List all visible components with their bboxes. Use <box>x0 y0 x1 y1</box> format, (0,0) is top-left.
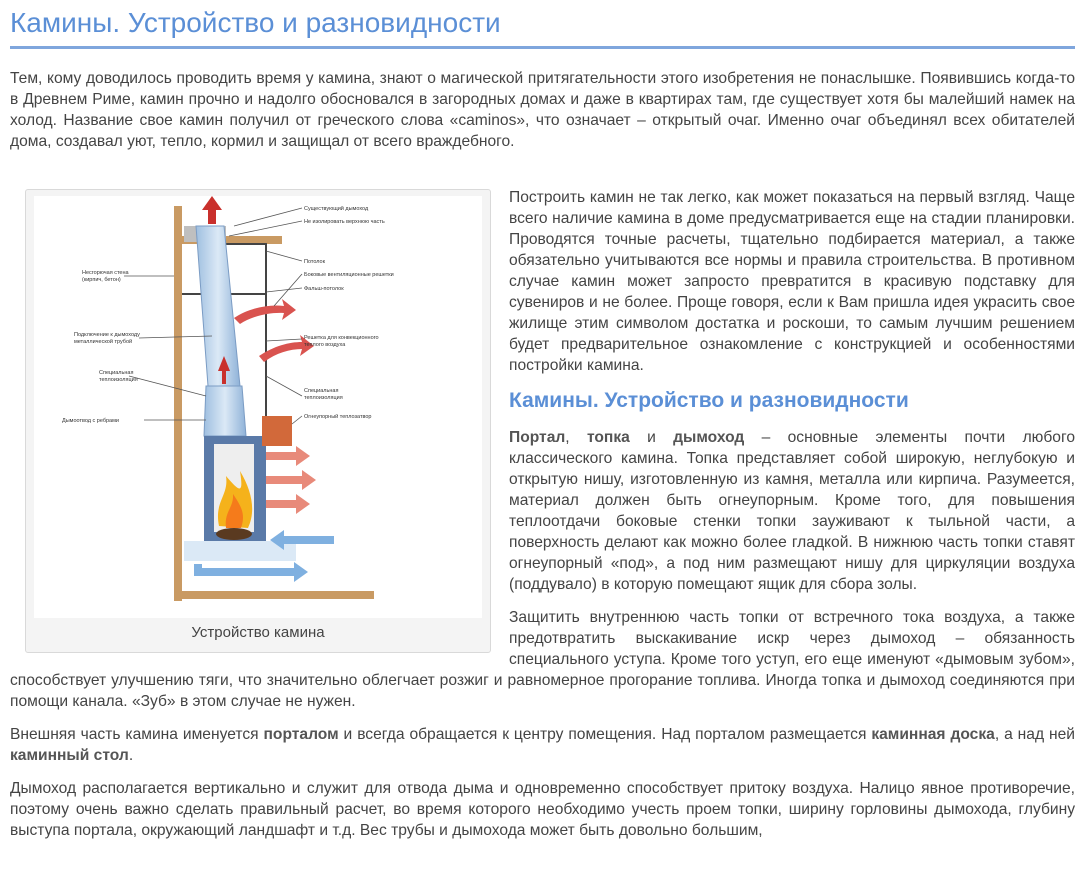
label-ceiling: Потолок <box>304 259 326 265</box>
heat-shield <box>262 416 292 446</box>
label-metal-pipe-2: металлической трубой <box>74 339 133 345</box>
term-portal: Портал <box>509 429 566 446</box>
section-subtitle: Камины. Устройство и разновидности <box>509 389 909 412</box>
paragraph-elements: Портал, топка и дымоход – основные элементы почти любого классического камина. Топка представляет собой широкую, неглубокую и открытую нишу, изготовленную из камня, металла или кирпича. Разумеется, материал должен быть огнеупорным. Кроме того, для повышения теплоотдачи боковые стенки топки зауживают к тыльной части, а поверхность делают как можно более гладкой. В нижнюю часть топки ставят огнеупорный «под», а под ним размещают нишу для циркуляции воздуха (поддувало) в которую помещают ящик для сбора золы. <box>509 429 1075 593</box>
label-side-grilles: Боковые вентиляционные решетки <box>304 272 394 278</box>
term-mantel-board: каминная доска <box>871 726 995 743</box>
paragraph-planning: Построить камин не так легко, как может показаться на первый взгляд. Чаще всего наличие камина в доме предусматривается еще на стадии планировки. Проводятся точные расчеты, тщательно подбирается материал, а также обязательно учитываются все нормы и правила строительства. В противном случае камин может запросто превратится в красивую подставку для сувениров и не более. Проще говоря, если к Вам пришла идея украсить свое жилище этим символом достатка и роскоши, то самым лучшим решением будет предварительное ознакомление с конструкцией и особенностями постройки камина. <box>509 189 1075 374</box>
chimney-pipe <box>196 226 240 386</box>
intro-paragraph: Тем, кому доводилось проводить время у камина, знают о магической притягательности этого изобретения не понаслышке. Появившись когда-то в Древнем Риме, камин прочно и надолго обосновался в загородных домах и даже в квартирах там, где существует хотя бы малейший намек на холод. Название свое камин получил от греческого слова «caminos», что означает – открытый очаг. Именно очаг объединял всех обитателей дома, создавал уют, тепло, кормил и защищал от всего враждебного. <box>10 70 1075 150</box>
heat-arrow-2 <box>266 470 316 490</box>
term-firebox: топка <box>586 429 630 446</box>
label-convection-grille-2: теплого воздуха <box>304 342 346 348</box>
paragraph-portal: Внешняя часть камина именуется порталом и всегда обращается к центру помещения. Над порталом размещается каминная доска, а над ней каминный стол. <box>10 726 1075 764</box>
label-fire-damper: Огнеупорный теплозатвор <box>304 414 372 420</box>
wall-left <box>174 206 182 601</box>
fireplace-figure <box>25 189 491 653</box>
smoke-collector <box>204 386 246 436</box>
title-divider <box>10 46 1075 49</box>
label-existing-chimney: Существующий дымоход <box>304 206 369 212</box>
label-insulation-right-2: теплоизоляция <box>304 395 343 401</box>
label-convection-grille: Решетка для конвекционного <box>304 335 379 341</box>
heat-arrow-3 <box>266 494 310 514</box>
label-fireproof-wall-2: (кирпич, бетон) <box>82 277 121 283</box>
term-portal-2: порталом <box>263 726 339 743</box>
paragraph-smoke-tooth: Защитить внутреннюю часть топки от встречного тока воздуха, а также предотвратить выскакивание искр через дымоход – обязанность специального уступа. Кроме того уступ, его еще именуют «дымовым зубом», способствует улучшению тяги, что значительно облегчает розжиг и равномерное прогорание топлива. Иногда топка и дымоход соединяются при помощи канала. «Зуб» в этом случае не нужен. <box>10 609 1075 710</box>
figure-caption: Устройство камина <box>191 624 325 641</box>
label-no-insulation: Не изолировать верхнюю часть <box>304 219 385 225</box>
heat-arrow-1 <box>266 446 310 466</box>
term-mantel-shelf: каминный стол <box>10 747 129 764</box>
floor <box>174 591 374 599</box>
label-insulation-right: Специальная <box>304 388 339 394</box>
leader-lines-left <box>124 276 212 420</box>
intake-arrow <box>194 562 308 582</box>
article-content <box>0 187 1089 841</box>
label-insulation-left-2: теплоизоляция <box>99 377 138 383</box>
page-title: Камины. Устройство и разновидности <box>10 7 501 38</box>
logs <box>216 528 252 540</box>
term-chimney: дымоход <box>673 429 745 446</box>
smoke-arrow-top <box>202 196 222 224</box>
label-insulation-left: Специальная <box>99 370 134 376</box>
label-metal-pipe: Подключение к дымоходу <box>74 332 140 338</box>
fireplace-diagram <box>34 196 482 618</box>
label-false-ceiling: Фальш-потолок <box>304 286 344 292</box>
label-finned-flue: Дымоотвод с ребрами <box>62 418 119 424</box>
label-fireproof-wall: Несгорючая стена <box>82 270 129 276</box>
paragraph-chimney: Дымоход располагается вертикально и служит для отвода дыма и одновременно способствует притоку воздуха. Налицо явное противоречие, поэтому очень важно сделать правильный расчет, во время которого необходимо учесть проем топки, ширину горловины дымохода, глубину выступа портала, окружающий ландшафт и т.д. Вес трубы и дымохода может быть довольно большим, <box>10 780 1075 839</box>
